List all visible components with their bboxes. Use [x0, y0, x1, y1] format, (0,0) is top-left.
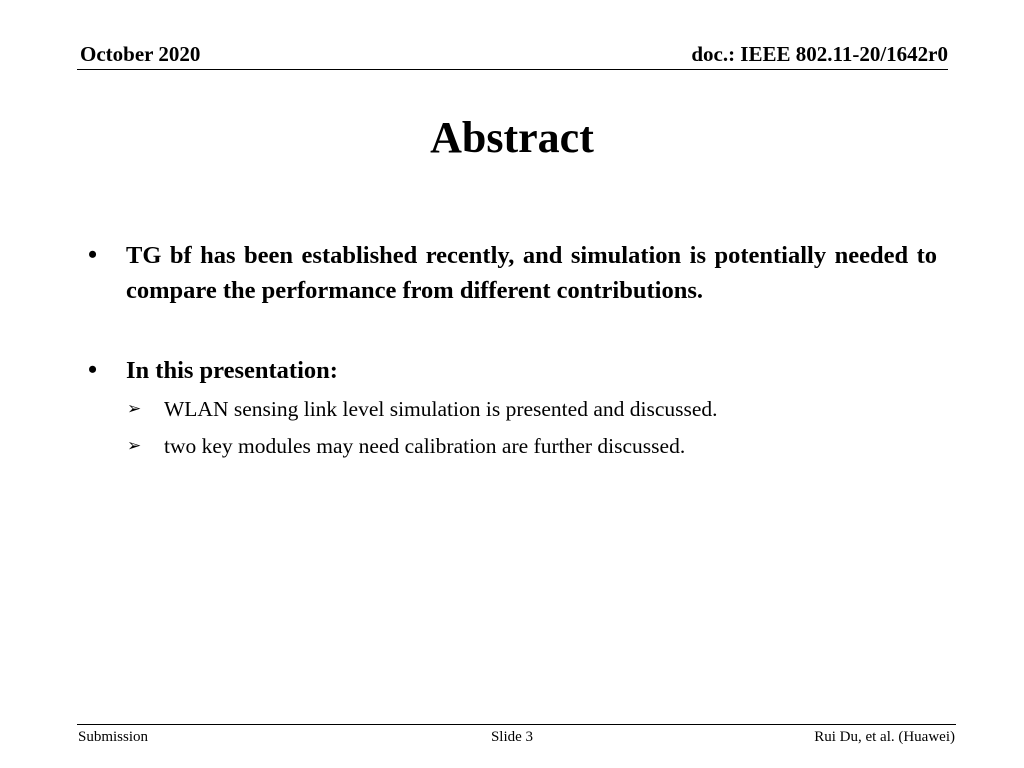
header-divider	[77, 69, 948, 70]
footer-submission: Submission	[78, 729, 149, 745]
bullet-marker: •	[88, 240, 98, 269]
bullet-text: In this presentation:	[126, 357, 338, 384]
sub-bullet-text: two key modules may need calibration are further discussed.	[164, 434, 686, 458]
footer-authors: Rui Du, et al. (Huawei)	[814, 729, 955, 745]
slide-title: Abstract	[430, 113, 594, 162]
arrow-bullet-icon: ➢	[127, 436, 142, 455]
header-date: October 2020	[80, 42, 201, 66]
arrow-bullet-icon: ➢	[127, 399, 142, 418]
bullet-text: TG bf has been established recently, and simulation is potentially needed to compare the performance from different contributions.	[126, 242, 937, 304]
header-doc-id: doc.: IEEE 802.11-20/1642r0	[691, 42, 948, 66]
sub-bullet-text: WLAN sensing link level simulation is presented and discussed.	[164, 397, 718, 421]
bullet-marker: •	[88, 355, 98, 384]
footer-slide-number: Slide 3	[490, 729, 534, 745]
footer-divider	[77, 724, 956, 725]
